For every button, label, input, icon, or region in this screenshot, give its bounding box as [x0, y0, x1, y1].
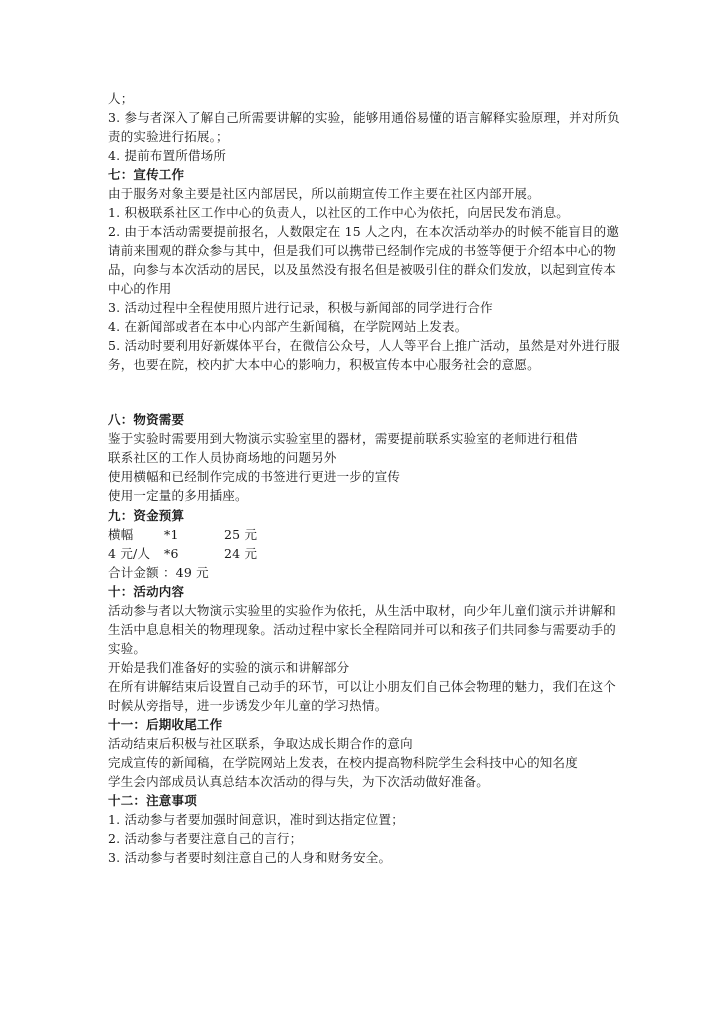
section-heading-12: 十二：注意事项 — [108, 793, 197, 808]
text-line: 完成宣传的新闻稿，在学院网站上发表，在校内提高物科院学生会科技中心的知名度 — [108, 755, 578, 770]
text-line: 4. 在新闻部或者在本中心内部产生新闻稿，在学院网站上发表。 — [108, 319, 468, 334]
text-line: 活动结束后积极与社区联系，争取达成长期合作的意向 — [108, 736, 413, 751]
text-line: 实验。 — [108, 641, 147, 656]
text-line: 4. 提前布置所借场所 — [108, 148, 227, 163]
text-line: 使用一定量的多用插座。 — [108, 488, 248, 503]
text-line: 责的实验进行拓展。； — [108, 129, 229, 144]
text-line: 3. 参与者深入了解自己所需要讲解的实验，能够用通俗易懂的语言解释实验原理，并对所负 — [108, 110, 620, 125]
section-heading-8: 八：物资需要 — [108, 412, 185, 427]
text-line: 鉴于实验时需要用到大物演示实验室里的器材，需要提前联系实验室的老师进行租借 — [108, 431, 578, 446]
text-line: 中心的作用 — [108, 281, 172, 296]
text-line: 品，向参与本次活动的居民，以及虽然没有报名但是被吸引住的群众们发放，以起到宣传本 — [108, 262, 617, 277]
budget-total: 合计金额 ：49 元 — [108, 565, 209, 580]
budget-item: 4 元/人 — [108, 546, 151, 561]
budget-row — [108, 525, 628, 545]
text-line: 学生会内部成员认真总结本次活动的得与失，为下次活动做好准备。 — [108, 774, 490, 789]
text-line: 5. 活动时要利用好新媒体平台，在微信公众号，人人等平台上推广活动，虽然是对外进行服 — [108, 338, 620, 353]
text-line: 1. 活动参与者要加强时间意识，准时到达指定位置； — [108, 812, 404, 827]
text-line: 务，也要在院，校内扩大本中心的影响力，积极宣传本中心服务社会的意愿。 — [108, 357, 540, 372]
budget-item: 横幅 — [108, 527, 134, 542]
text-line: 生活中息息相关的物理现象。活动过程中家长全程陪同并可以和孩子们共同参与需要动手的 — [108, 622, 617, 637]
text-line: 人； — [108, 91, 134, 106]
budget-cost: 24 元 — [224, 546, 258, 561]
budget-qty: *6 — [164, 546, 179, 561]
text-line: 请前来围观的群众参与其中，但是我们可以携带已经制作完成的书签等便于介绍本中心的物 — [108, 243, 617, 258]
text-line: 开始是我们准备好的实验的演示和讲解部分 — [108, 660, 350, 675]
section-heading-10: 十：活动内容 — [108, 584, 185, 599]
text-line: 使用横幅和已经制作完成的书签进行更进一步的宣传 — [108, 469, 401, 484]
budget-cost: 25 元 — [224, 527, 258, 542]
text-line: 2. 活动参与者要注意自己的言行； — [108, 831, 303, 846]
section-heading-11: 十一：后期收尾工作 — [108, 717, 223, 732]
text-line: 活动参与者以大物演示实验里的实验作为依托，从生活中取材，向少年儿童们演示并讲解和 — [108, 603, 617, 618]
text-line: 联系社区的工作人员协商场地的问题另外 — [108, 450, 337, 465]
text-line: 由于服务对象主要是社区内部居民，所以前期宣传工作主要在社区内部开展。 — [108, 186, 540, 201]
text-line: 3. 活动参与者要时刻注意自己的人身和财务安全。 — [108, 850, 392, 865]
budget-row — [108, 544, 628, 564]
section-heading-7: 七：宣传工作 — [108, 167, 185, 182]
text-line: 3. 活动过程中全程使用照片进行记录，积极与新闻部的同学进行合作 — [108, 300, 493, 315]
text-line: 1. 积极联系社区工作中心的负责人，以社区的工作中心为依托，向居民发布消息。 — [108, 205, 570, 220]
text-line: 2. 由于本活动需要提前报名，人数限定在 15 人之内，在本次活动举办的时候不能盲目的邀 — [108, 224, 620, 239]
text-line: 时候从旁指导，进一步诱发少年儿童的学习热情。 — [108, 698, 388, 713]
section-heading-9: 九：资金预算 — [108, 508, 185, 523]
budget-qty: *1 — [164, 527, 179, 542]
text-line: 在所有讲解结束后设置自己动手的环节，可以让小朋友们自己体会物理的魅力，我们在这个 — [108, 679, 617, 694]
